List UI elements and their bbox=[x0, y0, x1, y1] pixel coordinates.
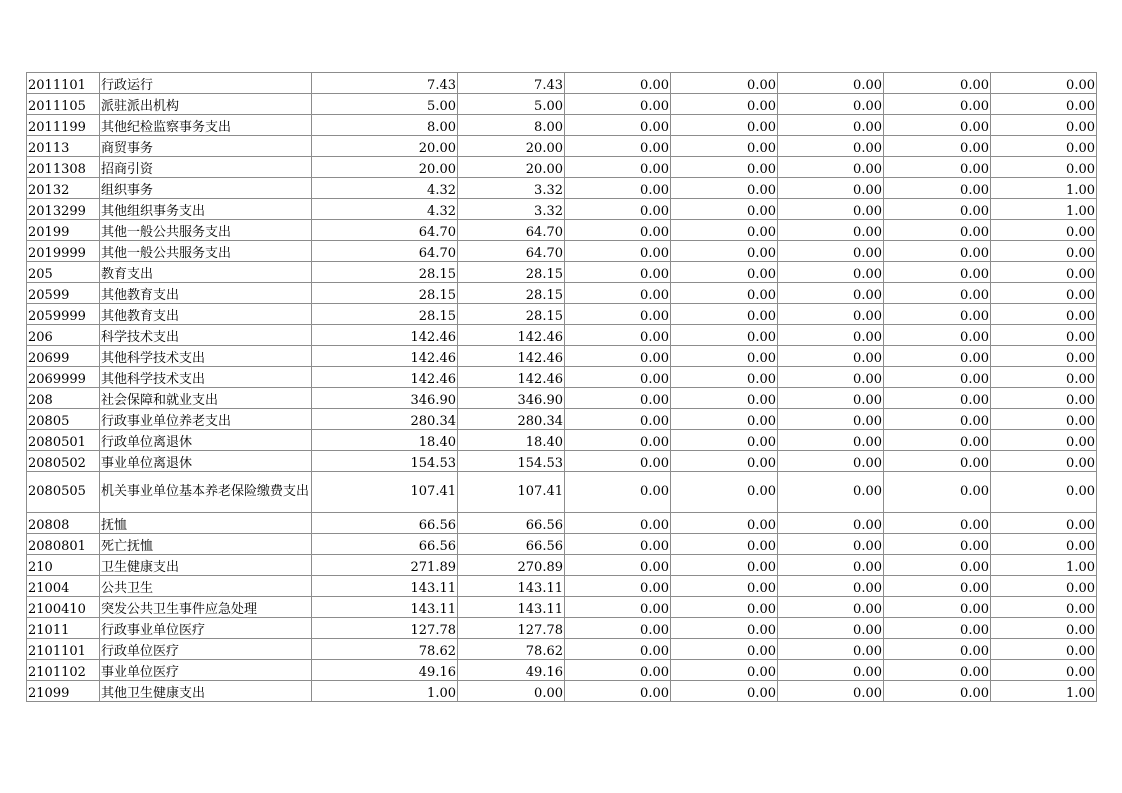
table-row bbox=[27, 346, 1097, 367]
subject-code-cell: 208 bbox=[27, 388, 100, 409]
subject-name-cell: 突发公共卫生事件应急处理 bbox=[100, 597, 312, 618]
table-row bbox=[27, 430, 1097, 451]
amount-cell: 0.00 bbox=[778, 262, 884, 283]
amount-cell: 0.00 bbox=[778, 534, 884, 555]
amount-cell: 0.00 bbox=[884, 597, 991, 618]
subject-name-cell: 行政事业单位医疗 bbox=[100, 618, 312, 639]
amount-cell: 0.00 bbox=[671, 136, 778, 157]
subject-name-cell: 公共卫生 bbox=[100, 576, 312, 597]
amount-cell: 0.00 bbox=[778, 136, 884, 157]
amount-cell: 0.00 bbox=[565, 388, 671, 409]
subject-code-cell: 20599 bbox=[27, 283, 100, 304]
amount-cell: 0.00 bbox=[991, 618, 1097, 639]
amount-cell: 0.00 bbox=[565, 660, 671, 681]
subject-code-cell: 206 bbox=[27, 325, 100, 346]
amount-cell: 49.16 bbox=[458, 660, 565, 681]
amount-cell: 0.00 bbox=[671, 241, 778, 262]
amount-cell: 0.00 bbox=[778, 576, 884, 597]
amount-cell: 0.00 bbox=[671, 73, 778, 94]
table-row bbox=[27, 597, 1097, 618]
amount-cell: 154.53 bbox=[312, 451, 458, 472]
amount-cell: 0.00 bbox=[884, 639, 991, 660]
amount-cell: 0.00 bbox=[778, 325, 884, 346]
amount-cell: 0.00 bbox=[884, 555, 991, 576]
amount-cell: 280.34 bbox=[458, 409, 565, 430]
amount-cell: 0.00 bbox=[991, 262, 1097, 283]
amount-cell: 0.00 bbox=[671, 388, 778, 409]
amount-cell: 0.00 bbox=[991, 451, 1097, 472]
amount-cell: 280.34 bbox=[312, 409, 458, 430]
amount-cell: 0.00 bbox=[884, 157, 991, 178]
amount-cell: 0.00 bbox=[671, 157, 778, 178]
subject-name-cell: 招商引资 bbox=[100, 157, 312, 178]
subject-code-cell: 2069999 bbox=[27, 367, 100, 388]
amount-cell: 0.00 bbox=[884, 409, 991, 430]
subject-code-cell: 21099 bbox=[27, 681, 100, 702]
subject-name-cell: 其他科学技术支出 bbox=[100, 367, 312, 388]
amount-cell: 0.00 bbox=[991, 325, 1097, 346]
amount-cell: 0.00 bbox=[778, 115, 884, 136]
amount-cell: 0.00 bbox=[671, 115, 778, 136]
amount-cell: 0.00 bbox=[671, 534, 778, 555]
amount-cell: 0.00 bbox=[884, 513, 991, 534]
amount-cell: 0.00 bbox=[778, 639, 884, 660]
amount-cell: 0.00 bbox=[671, 94, 778, 115]
amount-cell: 107.41 bbox=[312, 472, 458, 513]
subject-name-cell: 机关事业单位基本养老保险缴费支出 bbox=[100, 472, 312, 513]
amount-cell: 20.00 bbox=[312, 157, 458, 178]
amount-cell: 0.00 bbox=[671, 325, 778, 346]
subject-name-cell: 商贸事务 bbox=[100, 136, 312, 157]
table-row bbox=[27, 199, 1097, 220]
amount-cell: 0.00 bbox=[884, 115, 991, 136]
amount-cell: 66.56 bbox=[312, 513, 458, 534]
amount-cell: 0.00 bbox=[565, 220, 671, 241]
amount-cell: 0.00 bbox=[565, 409, 671, 430]
subject-name-cell: 其他卫生健康支出 bbox=[100, 681, 312, 702]
amount-cell: 0.00 bbox=[565, 513, 671, 534]
amount-cell: 5.00 bbox=[458, 94, 565, 115]
amount-cell: 0.00 bbox=[884, 220, 991, 241]
amount-cell: 0.00 bbox=[671, 220, 778, 241]
amount-cell: 0.00 bbox=[671, 178, 778, 199]
subject-code-cell: 20699 bbox=[27, 346, 100, 367]
amount-cell: 127.78 bbox=[312, 618, 458, 639]
amount-cell: 0.00 bbox=[671, 262, 778, 283]
amount-cell: 0.00 bbox=[991, 220, 1097, 241]
amount-cell: 270.89 bbox=[458, 555, 565, 576]
amount-cell: 0.00 bbox=[778, 199, 884, 220]
amount-cell: 0.00 bbox=[991, 388, 1097, 409]
amount-cell: 0.00 bbox=[991, 94, 1097, 115]
subject-code-cell: 2011308 bbox=[27, 157, 100, 178]
subject-code-cell: 2100410 bbox=[27, 597, 100, 618]
subject-code-cell: 2011101 bbox=[27, 73, 100, 94]
amount-cell: 3.32 bbox=[458, 199, 565, 220]
amount-cell: 346.90 bbox=[312, 388, 458, 409]
subject-name-cell: 其他一般公共服务支出 bbox=[100, 241, 312, 262]
amount-cell: 1.00 bbox=[991, 199, 1097, 220]
amount-cell: 64.70 bbox=[312, 220, 458, 241]
subject-name-cell: 其他一般公共服务支出 bbox=[100, 220, 312, 241]
amount-cell: 0.00 bbox=[565, 576, 671, 597]
subject-name-cell: 行政运行 bbox=[100, 73, 312, 94]
amount-cell: 0.00 bbox=[884, 94, 991, 115]
amount-cell: 0.00 bbox=[778, 241, 884, 262]
table-row bbox=[27, 136, 1097, 157]
amount-cell: 0.00 bbox=[778, 681, 884, 702]
amount-cell: 0.00 bbox=[671, 367, 778, 388]
amount-cell: 28.15 bbox=[312, 304, 458, 325]
amount-cell: 0.00 bbox=[778, 346, 884, 367]
amount-cell: 0.00 bbox=[671, 199, 778, 220]
amount-cell: 0.00 bbox=[884, 262, 991, 283]
amount-cell: 0.00 bbox=[671, 409, 778, 430]
amount-cell: 0.00 bbox=[884, 681, 991, 702]
amount-cell: 0.00 bbox=[565, 115, 671, 136]
amount-cell: 7.43 bbox=[458, 73, 565, 94]
amount-cell: 0.00 bbox=[778, 73, 884, 94]
subject-name-cell: 事业单位离退休 bbox=[100, 451, 312, 472]
subject-code-cell: 20113 bbox=[27, 136, 100, 157]
amount-cell: 78.62 bbox=[458, 639, 565, 660]
amount-cell: 64.70 bbox=[458, 220, 565, 241]
amount-cell: 0.00 bbox=[884, 73, 991, 94]
subject-code-cell: 2011199 bbox=[27, 115, 100, 136]
amount-cell: 4.32 bbox=[312, 199, 458, 220]
subject-code-cell: 2011105 bbox=[27, 94, 100, 115]
amount-cell: 0.00 bbox=[884, 430, 991, 451]
subject-name-cell: 行政单位离退休 bbox=[100, 430, 312, 451]
amount-cell: 0.00 bbox=[671, 618, 778, 639]
subject-code-cell: 2013299 bbox=[27, 199, 100, 220]
amount-cell: 0.00 bbox=[991, 115, 1097, 136]
amount-cell: 0.00 bbox=[884, 241, 991, 262]
amount-cell: 28.15 bbox=[458, 283, 565, 304]
amount-cell: 142.46 bbox=[458, 325, 565, 346]
table-row bbox=[27, 115, 1097, 136]
amount-cell: 1.00 bbox=[991, 555, 1097, 576]
amount-cell: 0.00 bbox=[565, 618, 671, 639]
amount-cell: 0.00 bbox=[778, 220, 884, 241]
amount-cell: 143.11 bbox=[312, 597, 458, 618]
subject-code-cell: 2101102 bbox=[27, 660, 100, 681]
amount-cell: 0.00 bbox=[565, 367, 671, 388]
amount-cell: 5.00 bbox=[312, 94, 458, 115]
amount-cell: 0.00 bbox=[565, 325, 671, 346]
subject-name-cell: 行政事业单位养老支出 bbox=[100, 409, 312, 430]
amount-cell: 0.00 bbox=[565, 430, 671, 451]
amount-cell: 78.62 bbox=[312, 639, 458, 660]
amount-cell: 0.00 bbox=[778, 430, 884, 451]
amount-cell: 1.00 bbox=[312, 681, 458, 702]
table-row bbox=[27, 73, 1097, 94]
amount-cell: 0.00 bbox=[884, 472, 991, 513]
amount-cell: 0.00 bbox=[671, 513, 778, 534]
amount-cell: 0.00 bbox=[884, 367, 991, 388]
subject-code-cell: 20805 bbox=[27, 409, 100, 430]
amount-cell: 1.00 bbox=[991, 681, 1097, 702]
amount-cell: 64.70 bbox=[458, 241, 565, 262]
amount-cell: 0.00 bbox=[991, 472, 1097, 513]
amount-cell: 0.00 bbox=[991, 430, 1097, 451]
subject-name-cell: 死亡抚恤 bbox=[100, 534, 312, 555]
amount-cell: 0.00 bbox=[778, 178, 884, 199]
amount-cell: 0.00 bbox=[884, 618, 991, 639]
amount-cell: 0.00 bbox=[991, 513, 1097, 534]
amount-cell: 0.00 bbox=[991, 576, 1097, 597]
amount-cell: 0.00 bbox=[671, 430, 778, 451]
subject-name-cell: 其他组织事务支出 bbox=[100, 199, 312, 220]
amount-cell: 20.00 bbox=[312, 136, 458, 157]
amount-cell: 0.00 bbox=[565, 94, 671, 115]
amount-cell: 0.00 bbox=[671, 660, 778, 681]
table-row bbox=[27, 157, 1097, 178]
amount-cell: 107.41 bbox=[458, 472, 565, 513]
amount-cell: 20.00 bbox=[458, 136, 565, 157]
subject-name-cell: 其他纪检监察事务支出 bbox=[100, 115, 312, 136]
amount-cell: 1.00 bbox=[991, 178, 1097, 199]
subject-name-cell: 教育支出 bbox=[100, 262, 312, 283]
amount-cell: 0.00 bbox=[884, 346, 991, 367]
table-row bbox=[27, 220, 1097, 241]
amount-cell: 0.00 bbox=[565, 597, 671, 618]
amount-cell: 0.00 bbox=[884, 199, 991, 220]
amount-cell: 0.00 bbox=[565, 136, 671, 157]
table-row bbox=[27, 660, 1097, 681]
subject-code-cell: 205 bbox=[27, 262, 100, 283]
amount-cell: 18.40 bbox=[458, 430, 565, 451]
table-row bbox=[27, 472, 1097, 513]
amount-cell: 0.00 bbox=[778, 597, 884, 618]
amount-cell: 0.00 bbox=[884, 660, 991, 681]
amount-cell: 66.56 bbox=[312, 534, 458, 555]
amount-cell: 0.00 bbox=[778, 618, 884, 639]
amount-cell: 0.00 bbox=[565, 304, 671, 325]
subject-code-cell: 2101101 bbox=[27, 639, 100, 660]
subject-name-cell: 组织事务 bbox=[100, 178, 312, 199]
amount-cell: 0.00 bbox=[565, 639, 671, 660]
table-row bbox=[27, 94, 1097, 115]
budget-table bbox=[26, 72, 1097, 702]
amount-cell: 142.46 bbox=[458, 367, 565, 388]
table-row bbox=[27, 576, 1097, 597]
amount-cell: 0.00 bbox=[778, 555, 884, 576]
amount-cell: 0.00 bbox=[991, 346, 1097, 367]
subject-name-cell: 卫生健康支出 bbox=[100, 555, 312, 576]
amount-cell: 20.00 bbox=[458, 157, 565, 178]
amount-cell: 346.90 bbox=[458, 388, 565, 409]
subject-code-cell: 20808 bbox=[27, 513, 100, 534]
amount-cell: 0.00 bbox=[565, 178, 671, 199]
subject-code-cell: 2059999 bbox=[27, 304, 100, 325]
amount-cell: 0.00 bbox=[991, 157, 1097, 178]
amount-cell: 0.00 bbox=[565, 681, 671, 702]
amount-cell: 143.11 bbox=[458, 576, 565, 597]
amount-cell: 4.32 bbox=[312, 178, 458, 199]
table-row bbox=[27, 388, 1097, 409]
amount-cell: 0.00 bbox=[778, 451, 884, 472]
amount-cell: 142.46 bbox=[312, 346, 458, 367]
amount-cell: 0.00 bbox=[884, 451, 991, 472]
amount-cell: 0.00 bbox=[778, 157, 884, 178]
amount-cell: 0.00 bbox=[565, 534, 671, 555]
amount-cell: 0.00 bbox=[671, 451, 778, 472]
subject-name-cell: 事业单位医疗 bbox=[100, 660, 312, 681]
amount-cell: 0.00 bbox=[565, 451, 671, 472]
table-row bbox=[27, 241, 1097, 262]
table-row bbox=[27, 178, 1097, 199]
amount-cell: 0.00 bbox=[565, 555, 671, 576]
table-row bbox=[27, 618, 1097, 639]
subject-code-cell: 20199 bbox=[27, 220, 100, 241]
table-row bbox=[27, 534, 1097, 555]
amount-cell: 0.00 bbox=[565, 283, 671, 304]
amount-cell: 0.00 bbox=[671, 576, 778, 597]
amount-cell: 0.00 bbox=[991, 283, 1097, 304]
amount-cell: 0.00 bbox=[778, 304, 884, 325]
amount-cell: 49.16 bbox=[312, 660, 458, 681]
amount-cell: 0.00 bbox=[565, 157, 671, 178]
subject-code-cell: 2080501 bbox=[27, 430, 100, 451]
amount-cell: 7.43 bbox=[312, 73, 458, 94]
amount-cell: 0.00 bbox=[884, 325, 991, 346]
table-row bbox=[27, 409, 1097, 430]
amount-cell: 0.00 bbox=[778, 513, 884, 534]
amount-cell: 0.00 bbox=[884, 388, 991, 409]
amount-cell: 0.00 bbox=[671, 555, 778, 576]
subject-code-cell: 2080502 bbox=[27, 451, 100, 472]
amount-cell: 0.00 bbox=[671, 346, 778, 367]
amount-cell: 0.00 bbox=[991, 534, 1097, 555]
table-row bbox=[27, 513, 1097, 534]
amount-cell: 0.00 bbox=[671, 472, 778, 513]
amount-cell: 3.32 bbox=[458, 178, 565, 199]
amount-cell: 66.56 bbox=[458, 513, 565, 534]
amount-cell: 0.00 bbox=[884, 283, 991, 304]
amount-cell: 0.00 bbox=[671, 681, 778, 702]
amount-cell: 0.00 bbox=[991, 136, 1097, 157]
amount-cell: 0.00 bbox=[991, 660, 1097, 681]
subject-name-cell: 社会保障和就业支出 bbox=[100, 388, 312, 409]
amount-cell: 0.00 bbox=[991, 241, 1097, 262]
table-row bbox=[27, 639, 1097, 660]
subject-code-cell: 2080505 bbox=[27, 472, 100, 513]
amount-cell: 0.00 bbox=[778, 94, 884, 115]
amount-cell: 0.00 bbox=[458, 681, 565, 702]
subject-code-cell: 2019999 bbox=[27, 241, 100, 262]
amount-cell: 0.00 bbox=[991, 367, 1097, 388]
amount-cell: 28.15 bbox=[312, 283, 458, 304]
amount-cell: 0.00 bbox=[565, 199, 671, 220]
amount-cell: 0.00 bbox=[884, 534, 991, 555]
amount-cell: 0.00 bbox=[565, 262, 671, 283]
amount-cell: 0.00 bbox=[671, 597, 778, 618]
amount-cell: 28.15 bbox=[458, 304, 565, 325]
subject-name-cell: 派驻派出机构 bbox=[100, 94, 312, 115]
amount-cell: 142.46 bbox=[312, 325, 458, 346]
amount-cell: 0.00 bbox=[778, 367, 884, 388]
amount-cell: 0.00 bbox=[991, 639, 1097, 660]
amount-cell: 18.40 bbox=[312, 430, 458, 451]
table-row bbox=[27, 555, 1097, 576]
amount-cell: 8.00 bbox=[458, 115, 565, 136]
subject-name-cell: 其他科学技术支出 bbox=[100, 346, 312, 367]
table-row bbox=[27, 283, 1097, 304]
amount-cell: 0.00 bbox=[884, 136, 991, 157]
table-row bbox=[27, 681, 1097, 702]
amount-cell: 8.00 bbox=[312, 115, 458, 136]
amount-cell: 0.00 bbox=[991, 73, 1097, 94]
subject-code-cell: 210 bbox=[27, 555, 100, 576]
amount-cell: 142.46 bbox=[312, 367, 458, 388]
amount-cell: 154.53 bbox=[458, 451, 565, 472]
amount-cell: 0.00 bbox=[884, 178, 991, 199]
amount-cell: 28.15 bbox=[312, 262, 458, 283]
amount-cell: 0.00 bbox=[565, 73, 671, 94]
subject-code-cell: 21011 bbox=[27, 618, 100, 639]
amount-cell: 0.00 bbox=[778, 409, 884, 430]
amount-cell: 0.00 bbox=[991, 409, 1097, 430]
subject-name-cell: 科学技术支出 bbox=[100, 325, 312, 346]
amount-cell: 0.00 bbox=[671, 283, 778, 304]
amount-cell: 0.00 bbox=[991, 304, 1097, 325]
amount-cell: 0.00 bbox=[778, 472, 884, 513]
table-row bbox=[27, 325, 1097, 346]
amount-cell: 142.46 bbox=[458, 346, 565, 367]
subject-name-cell: 抚恤 bbox=[100, 513, 312, 534]
amount-cell: 0.00 bbox=[884, 304, 991, 325]
amount-cell: 0.00 bbox=[884, 576, 991, 597]
subject-name-cell: 行政单位医疗 bbox=[100, 639, 312, 660]
amount-cell: 127.78 bbox=[458, 618, 565, 639]
amount-cell: 66.56 bbox=[458, 534, 565, 555]
table-row bbox=[27, 262, 1097, 283]
amount-cell: 0.00 bbox=[671, 304, 778, 325]
amount-cell: 0.00 bbox=[671, 639, 778, 660]
table-row bbox=[27, 451, 1097, 472]
table-row bbox=[27, 304, 1097, 325]
amount-cell: 0.00 bbox=[778, 283, 884, 304]
subject-code-cell: 20132 bbox=[27, 178, 100, 199]
amount-cell: 0.00 bbox=[778, 388, 884, 409]
subject-code-cell: 2080801 bbox=[27, 534, 100, 555]
table-row bbox=[27, 367, 1097, 388]
amount-cell: 64.70 bbox=[312, 241, 458, 262]
subject-name-cell: 其他教育支出 bbox=[100, 304, 312, 325]
subject-code-cell: 21004 bbox=[27, 576, 100, 597]
amount-cell: 0.00 bbox=[565, 346, 671, 367]
amount-cell: 143.11 bbox=[458, 597, 565, 618]
amount-cell: 0.00 bbox=[778, 660, 884, 681]
amount-cell: 271.89 bbox=[312, 555, 458, 576]
amount-cell: 0.00 bbox=[565, 241, 671, 262]
amount-cell: 0.00 bbox=[991, 597, 1097, 618]
subject-name-cell: 其他教育支出 bbox=[100, 283, 312, 304]
amount-cell: 0.00 bbox=[565, 472, 671, 513]
amount-cell: 143.11 bbox=[312, 576, 458, 597]
amount-cell: 28.15 bbox=[458, 262, 565, 283]
